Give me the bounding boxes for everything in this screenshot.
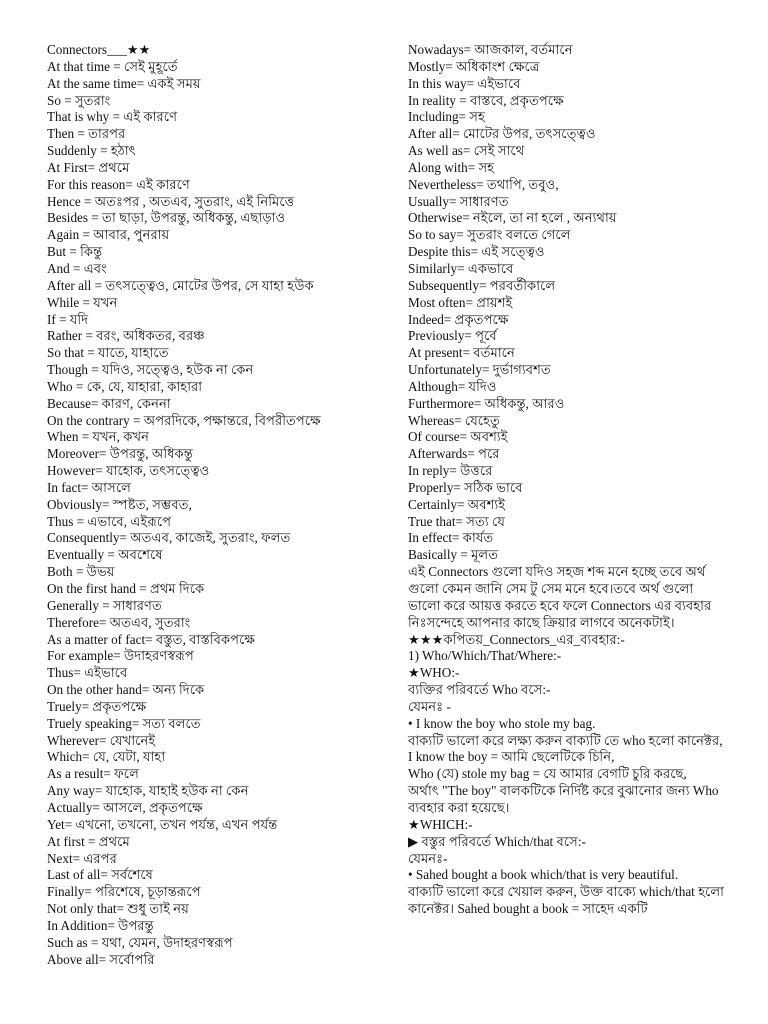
usage-subheading: 1) Who/Which/That/Where:-: [408, 648, 562, 664]
connector-line-left: Again = আবার, পুনরায়: [47, 227, 170, 243]
connector-line-right: Most often= প্রায়শই: [408, 294, 513, 310]
which-example-label: যেমনঃ-: [408, 850, 448, 866]
who-example-label: যেমনঃ -: [408, 698, 451, 714]
connector-line-left: After all = তৎসত্ত্বেও, মোটের উপর, সে যাহা হউক: [47, 277, 314, 293]
connector-line-right: In effect= কার্যত: [408, 530, 494, 546]
connector-line-right: Usually= সাধারণত: [408, 193, 509, 209]
usage-heading: ★★★কপিতয়_Connectors_এর_ব্যবহার:-: [408, 631, 625, 647]
connector-line-right: True that= সত্য যে: [408, 513, 505, 529]
connector-line-left: Thus = এভাবে, এইরূপে: [47, 513, 172, 529]
connector-line-right: Despite this= এই সত্ত্বেও: [408, 244, 545, 260]
connector-line-left: In fact= আসলে: [47, 479, 131, 495]
connector-line-left: Therefore= অতএব, সুতরাং: [47, 614, 191, 630]
connector-line-left: Obviously= স্পষ্টত, সম্ভবত,: [47, 496, 192, 512]
connector-line-right: Furthermore= অধিকন্তু, আরও: [408, 395, 565, 411]
connector-line-left: Truely speaking= সত্য বলতে: [47, 715, 201, 731]
connector-line-left: Though = যদিও, সত্ত্বেও, হউক না কেন: [47, 362, 254, 378]
right-column: [408, 42, 726, 918]
connector-line-left: In Addition= উপরন্তু: [47, 917, 154, 933]
connector-line-left: Which= যে, যেটা, যাহা: [47, 749, 166, 765]
connector-line-right: Basically = মূলত: [408, 547, 499, 563]
connector-line-right: Subsequently= পরবর্তীকালে: [408, 277, 556, 293]
who-rule: ব্যক্তির পরিবর্তে Who বসে:-: [408, 682, 551, 698]
who-line-2: Who (যে) stole my bag = যে আমার বেগটি চুরি করছে,: [408, 766, 687, 782]
who-example: • I know the boy who stole my bag.: [408, 715, 596, 731]
connector-line-left: On the other hand= অন্য দিকে: [47, 682, 205, 698]
connector-line-left: As a result= ফলে: [47, 766, 139, 782]
connector-line-left: Any way= যাহোক, যাহাই হউক না কেন: [47, 783, 249, 799]
connector-line-right: Indeed= প্রকৃতপক্ষে: [408, 311, 509, 327]
connector-line-right: Previously= পূর্বে: [408, 328, 497, 344]
connector-line-left: Not only that= শুধু তাই নয়: [47, 901, 189, 917]
connector-line-left: Moreover= উপরন্তু, অধিকন্তু: [47, 446, 193, 462]
connector-line-left: Next= এরপর: [47, 850, 117, 866]
connector-line-left: Such as = যথা, যেমন, উদাহরণস্বরূপ: [47, 934, 233, 950]
connector-line-left: When = যখন, কখন: [47, 429, 149, 445]
intro-paragraph: এই Connectors গুলো যদিও সহজ শব্দ মনে হচ্ছে তবে অর্থ গুলো কেমন জানি সেম টু সেম মনে হবে।তবে অর্থ গুলো ভালো করে আয়ত্ত করতে হবে ফলে Connectors এর ব্যবহার নিঃসন্দেহে আপনার কাছে ক্রিয়ার লাগবে অনেকটাই।: [408, 564, 712, 630]
connector-line-left: Finally= পরিশেষে, চূড়ান্তরূপে: [47, 884, 201, 900]
connector-list-right: [408, 42, 726, 564]
connector-line-left: For this reason= এই কারণে: [47, 176, 190, 192]
connector-line-left: Suddenly = হঠাৎ: [47, 143, 136, 159]
connector-line-left: Because= কারণ, কেননা: [47, 395, 171, 411]
who-line-3: অর্থাৎ "The boy" বালকটিকে নির্দিষ্ট করে বুঝানোর জন্য Who ব্যবহার করা হয়েছে।: [408, 783, 719, 815]
connector-line-left: So that = যাতে, যাহাতে: [47, 345, 169, 361]
connector-line-right: Properly= সঠিক ভাবে: [408, 479, 523, 495]
who-heading: ★WHO:-: [408, 665, 460, 681]
connector-line-left: Connectors___★★: [47, 42, 151, 57]
connector-line-right: Although= যদিও: [408, 378, 497, 394]
connector-line-left: Yet= এখনো, তখনো, তখন পর্যন্ত, এখন পর্যন্ত: [47, 816, 278, 832]
connector-line-right: Whereas= যেহেতু: [408, 412, 500, 428]
connector-line-left: At First= প্রথমে: [47, 159, 130, 175]
which-rule: ▶ বস্তুর পরিবর্তে Which/that বসে:-: [408, 833, 586, 849]
connector-line-left: Rather = বরং, অধিকতর, বরঞ্চ: [47, 328, 205, 344]
connector-line-left: Wherever= যেখানেই: [47, 732, 156, 748]
connector-line-left: Thus= এইভাবে: [47, 665, 128, 681]
connector-line-left: Consequently= অতএব, কাজেই, সুতরাং, ফলত: [47, 530, 291, 546]
connector-line-left: On the contrary = অপরদিকে, পক্ষান্তরে, বিপরীতপক্ষে: [47, 412, 321, 428]
connector-line-right: Afterwards= পরে: [408, 446, 500, 462]
connector-line-left: While = যখন: [47, 294, 118, 310]
connector-line-right: Otherwise= নইলে, তা না হলে , অন্যথায়: [408, 210, 617, 226]
connector-line-left: That is why = এই কারণে: [47, 109, 178, 125]
connector-line-right: Similarly= একভাবে: [408, 260, 514, 276]
connector-line-left: And = এবং: [47, 260, 107, 276]
who-explanation: বাক্যটি ভালো করে লক্ষ্য করুন বাক্যটি তে who হলো কানেক্টর,: [408, 732, 723, 748]
connector-line-right: Mostly= অধিকাংশ ক্ষেত্রে: [408, 58, 540, 74]
connector-line-left: At first = প্রথমে: [47, 833, 130, 849]
connector-line-left: But = কিন্তু: [47, 244, 103, 260]
connector-line-right: In reply= উত্তরে: [408, 463, 493, 479]
connector-line-right: Of course= অবশ্যই: [408, 429, 508, 445]
connector-line-right: So to say= সুতরাং বলতে গেলে: [408, 227, 571, 243]
connector-line-right: Unfortunately= দুর্ভাগ্যবশত: [408, 362, 551, 378]
which-explanation: বাক্যটি ভালো করে খেয়াল করুন, উক্ত বাক্যে which/that হলো কানেক্টর। Sahed bought a book = সাহেদ একটি: [408, 884, 725, 917]
left-column: [47, 42, 397, 968]
connector-line-left: So = সুতরাং: [47, 92, 111, 108]
connector-line-right: Along with= সহ: [408, 159, 495, 175]
connector-line-left: As a matter of fact= বস্তুত, বাস্তবিকপক্ষে: [47, 631, 256, 647]
connector-line-left: Then = তারপর: [47, 126, 126, 142]
connector-line-left: Above all= সর্বোপরি: [47, 951, 155, 967]
connector-line-left: On the first hand = প্রথম দিকে: [47, 581, 205, 596]
who-line-1: I know the boy = আমি ছেলেটিকে চিনি,: [408, 749, 615, 765]
connector-line-left: Eventually = অবশেষে: [47, 547, 163, 563]
connector-line-left: Both = উভয়: [47, 564, 115, 580]
connector-line-right: Certainly= অবশ্যই: [408, 496, 506, 512]
connector-line-left: Hence = অতঃপর , অতএব, সুতরাং, এই নিমিত্তে: [47, 193, 295, 209]
connector-line-right: Including= সহ: [408, 109, 485, 125]
connector-line-left: Generally = সাধারণত: [47, 597, 162, 613]
connector-line-right: After all= মোটের উপর, তৎসত্ত্বেও: [408, 126, 596, 142]
connector-line-left: Who = কে, যে, যাহারা, কাহারা: [47, 378, 203, 394]
connector-line-left: However= যাহোক, তৎসত্ত্বেও: [47, 463, 210, 479]
connector-line-left: Truely= প্রকৃতপক্ষে: [47, 698, 147, 714]
connector-line-left: Last of all= সর্বশেষে: [47, 867, 153, 883]
connector-line-left: At that time = সেই মুহূর্তে: [47, 58, 178, 74]
which-example: • Sahed bought a book which/that is very beautiful.: [408, 867, 679, 883]
connector-line-right: In this way= এইভাবে: [408, 75, 521, 91]
connector-line-left: For example= উদাহরণস্বরূপ: [47, 648, 194, 664]
connector-line-right: At present= বর্তমানে: [408, 345, 515, 361]
connector-line-left: At the same time= একই সময়: [47, 75, 201, 91]
connector-line-right: As well as= সেই সাথে: [408, 143, 525, 159]
connector-line-left: Actually= আসলে, প্রকৃতপক্ষে: [47, 799, 203, 815]
connector-line-left: Besides = তা ছাড়া, উপরন্তু, অধিকন্তু, এছাড়াও: [47, 210, 286, 226]
connector-line-left: If = যদি: [47, 311, 89, 327]
connector-line-right: Nowadays= আজকাল, বর্তমানে: [408, 42, 573, 57]
connector-line-right: In reality = বাস্তবে, প্রকৃতপক্ষে: [408, 92, 564, 108]
which-heading: ★WHICH:-: [408, 816, 473, 832]
connector-line-right: Nevertheless= তথাপি, তবুও,: [408, 176, 559, 192]
